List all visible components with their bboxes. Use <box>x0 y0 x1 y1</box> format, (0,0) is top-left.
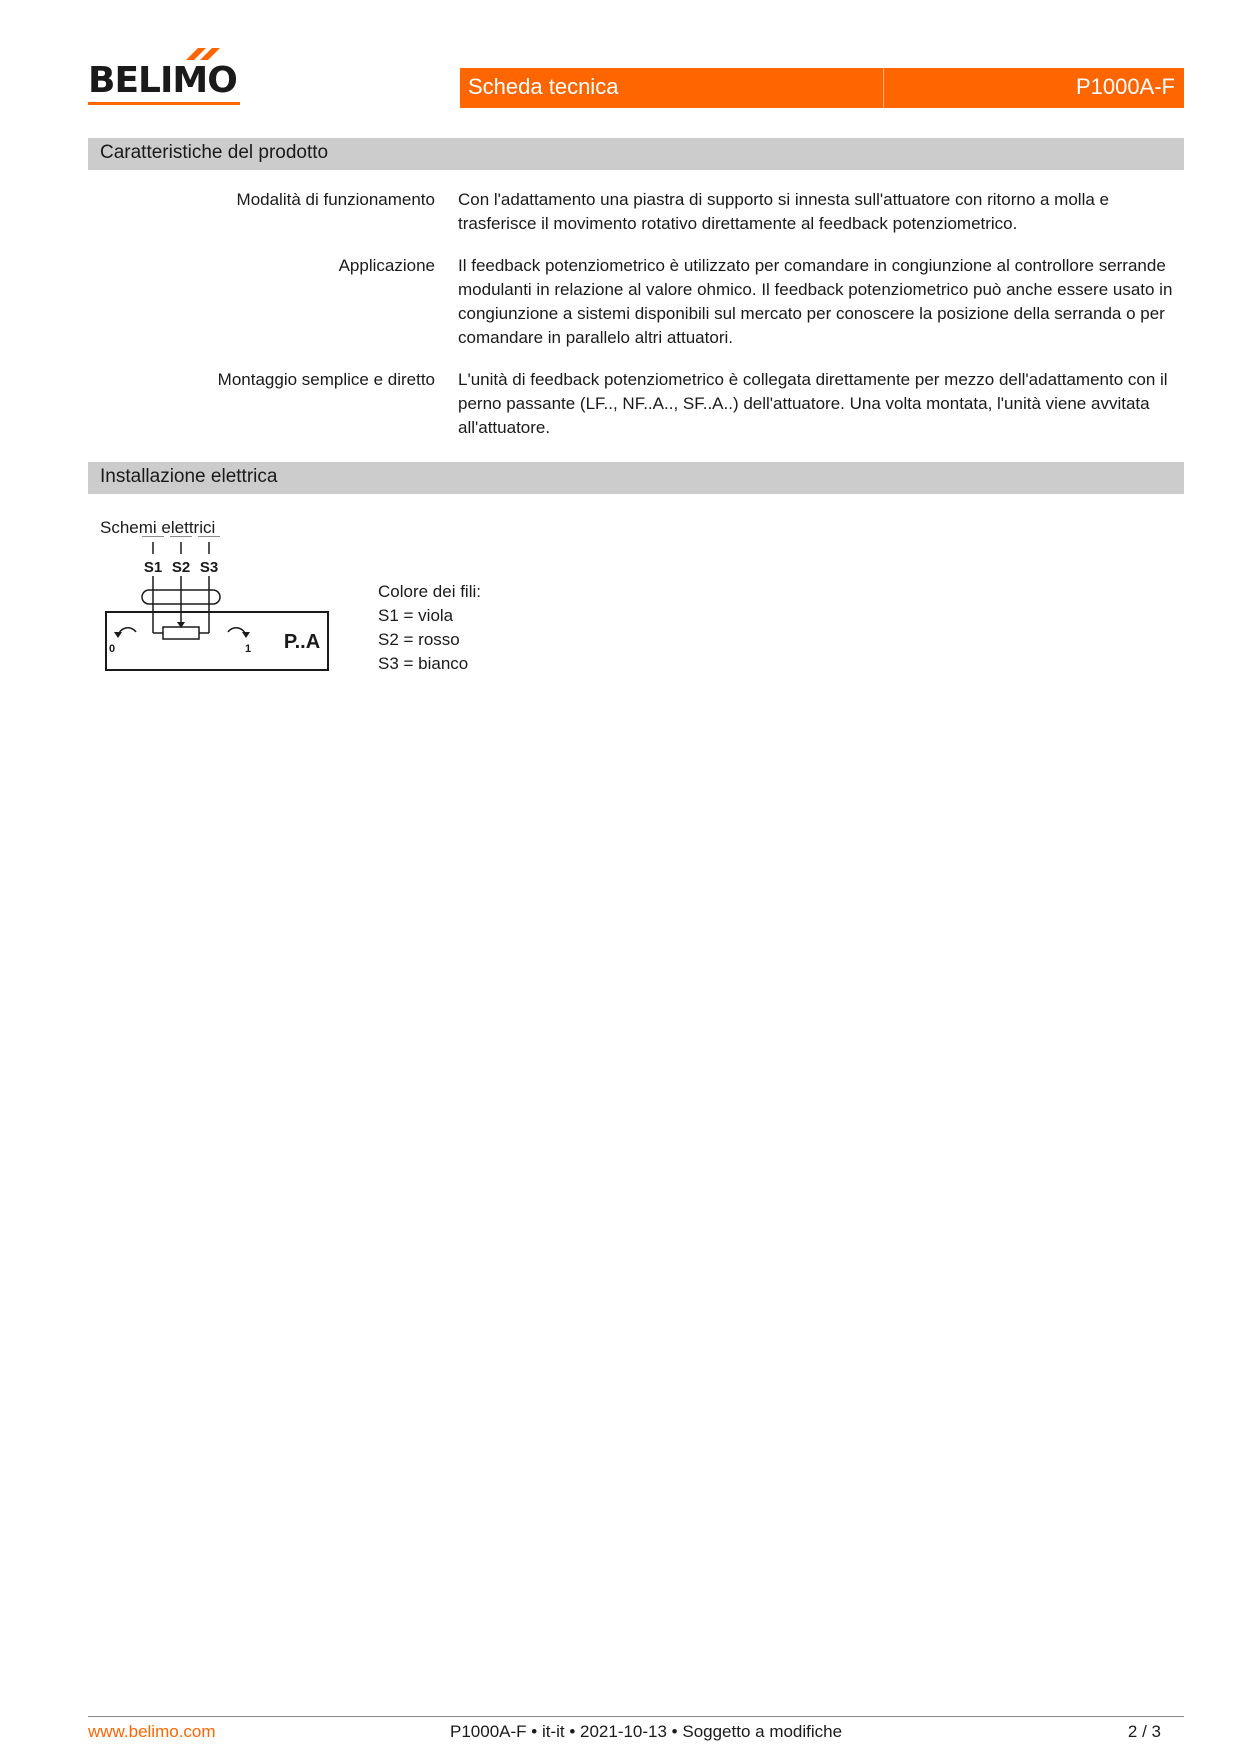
feature-text-operation: Con l'adattamento una piastra di supporto si innesta sull'attuatore con ritorno a molla e trasferisce il movimento rotativo direttamente al feedback potenziometrico. <box>458 190 1109 233</box>
wire-colors <box>378 580 481 676</box>
logo-underline <box>88 102 240 105</box>
feature-text-application: Il feedback potenziometrico è utilizzato per comandare in congiunzione al controllore serrande modulanti in relazione al valore ohmico. Il feedback potenziometrico può anche essere usato in congiunzione a sistemi disponibili sul mercato per conoscere la posizione della serranda o per comandare in parallelo altri attuatori. <box>458 256 1173 347</box>
feature-label-application: Applicazione <box>338 256 435 275</box>
feature-label-operation: Modalità di funzionamento <box>236 190 435 209</box>
position-min-label: 0 <box>108 643 116 655</box>
terminal-s2: S2 <box>171 559 191 576</box>
feature-label-mounting: Montaggio semplice e diretto <box>217 370 435 389</box>
wire-color-s2: S2 = rosso <box>378 630 460 649</box>
footer-divider <box>88 1716 1184 1717</box>
feature-text-mounting: L'unità di feedback potenziometrico è collegata direttamente per mezzo dell'adattamento con il perno passante (LF.., NF..A.., SF..A..) dell'attuatore. Una volta montata, l'unità viene avvitata all'attuatore. <box>458 370 1168 437</box>
section-title: Installazione elettrica <box>100 466 278 487</box>
wire-color-s1: S1 = viola <box>378 606 454 625</box>
document-type-title: Scheda tecnica <box>468 74 619 99</box>
website-link[interactable]: www.belimo.com <box>88 1722 216 1741</box>
rotate-cw-icon <box>228 628 246 636</box>
header-bar <box>460 68 1184 108</box>
potentiometer-symbol <box>163 627 199 639</box>
terminal-s1: S1 <box>143 559 163 576</box>
rotate-ccw-icon <box>118 628 136 636</box>
footer-info: P1000A-F • it-it • 2021-10-13 • Soggetto a modifiche <box>450 1722 843 1741</box>
position-max-label: 1 <box>244 643 252 655</box>
header-divider <box>883 68 884 108</box>
device-label: P..A <box>283 631 321 653</box>
terminal-s3: S3 <box>199 559 219 576</box>
page-number: 2 / 3 <box>1127 1722 1161 1741</box>
wire-colors-heading: Colore dei fili: <box>378 582 481 601</box>
section-title: Caratteristiche del prodotto <box>100 142 329 163</box>
wire-color-s3: S3 = bianco <box>378 654 469 673</box>
product-code: P1000A-F <box>1075 74 1175 99</box>
section-header-features <box>88 138 1184 170</box>
belimo-logo <box>88 44 240 108</box>
wiring-diagram-title: Schemi elettrici <box>100 518 216 537</box>
wiring-diagram <box>100 536 340 676</box>
logo-wordmark: BELIMO <box>88 60 237 101</box>
section-header-electrical <box>88 462 1184 494</box>
